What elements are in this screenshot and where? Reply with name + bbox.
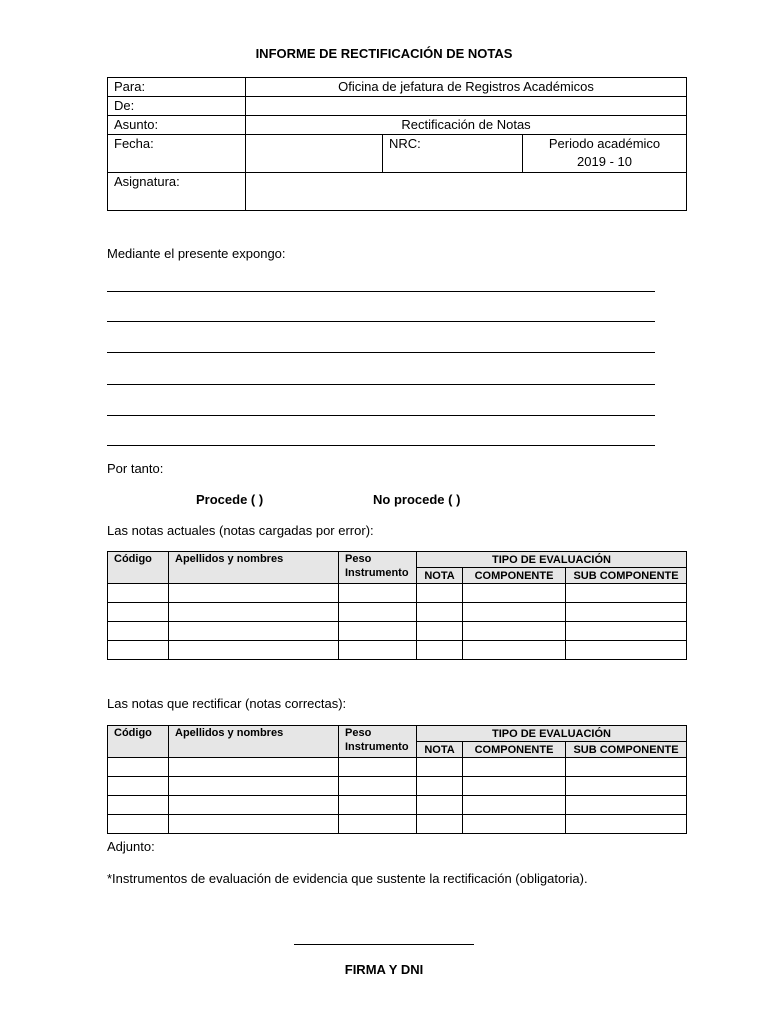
table-cell[interactable] <box>566 622 687 641</box>
asignatura-label: Asignatura: <box>108 173 246 211</box>
por-tanto-text: Por tanto: <box>107 461 164 476</box>
table-cell[interactable] <box>339 603 417 622</box>
periodo-cell <box>523 135 687 173</box>
table-cell[interactable] <box>463 758 566 777</box>
instrumentos-note: *Instrumentos de evaluación de evidencia que sustente la rectificación (obligatoria). <box>107 871 588 886</box>
table-cell[interactable] <box>169 641 339 660</box>
nota-header: NOTA <box>417 568 463 584</box>
notas-actuales-text: Las notas actuales (notas cargadas por error): <box>107 523 374 538</box>
writing-line[interactable] <box>107 352 655 353</box>
peso-label: Peso <box>345 727 372 739</box>
table-header-row <box>108 726 687 742</box>
table-row <box>108 622 687 641</box>
table-cell[interactable] <box>463 641 566 660</box>
table-cell[interactable] <box>566 815 687 834</box>
table-cell[interactable] <box>566 641 687 660</box>
table-cell[interactable] <box>169 796 339 815</box>
table-cell[interactable] <box>417 603 463 622</box>
componente-header: COMPONENTE <box>463 568 566 584</box>
table-cell[interactable] <box>108 603 169 622</box>
table-cell[interactable] <box>417 622 463 641</box>
table-cell[interactable] <box>566 584 687 603</box>
de-label: De: <box>108 97 246 116</box>
table-cell[interactable] <box>417 641 463 660</box>
periodo-value: 2019 - 10 <box>577 154 632 169</box>
writing-line[interactable] <box>107 415 655 416</box>
grades-table-rectificar <box>107 725 687 834</box>
writing-line[interactable] <box>107 384 655 385</box>
para-label: Para: <box>108 78 246 97</box>
apellidos-header: Apellidos y nombres <box>169 552 339 584</box>
form-row-para <box>108 78 687 97</box>
peso-header <box>339 726 417 758</box>
page-title: INFORME DE RECTIFICACIÓN DE NOTAS <box>255 46 513 61</box>
table-cell[interactable] <box>463 796 566 815</box>
writing-line[interactable] <box>107 321 655 322</box>
table-cell[interactable] <box>566 777 687 796</box>
table-cell[interactable] <box>169 815 339 834</box>
para-value: Oficina de jefatura de Registros Académicos <box>246 78 687 97</box>
table-cell[interactable] <box>417 758 463 777</box>
table-row <box>108 641 687 660</box>
nota-header: NOTA <box>417 742 463 758</box>
signature-label: FIRMA Y DNI <box>344 962 424 977</box>
tipo-evaluacion-header: TIPO DE EVALUACIÓN <box>417 726 687 742</box>
table-cell[interactable] <box>417 584 463 603</box>
header-form <box>107 77 687 211</box>
expongo-text: Mediante el presente expongo: <box>107 246 286 261</box>
table-cell[interactable] <box>169 584 339 603</box>
table-cell[interactable] <box>463 815 566 834</box>
peso-header <box>339 552 417 584</box>
fecha-label: Fecha: <box>108 135 246 173</box>
table-row <box>108 584 687 603</box>
table-row <box>108 777 687 796</box>
asunto-label: Asunto: <box>108 116 246 135</box>
table-row <box>108 796 687 815</box>
table-cell[interactable] <box>169 622 339 641</box>
instrumento-label: Instrumento <box>345 567 409 579</box>
tipo-evaluacion-header: TIPO DE EVALUACIÓN <box>417 552 687 568</box>
table-cell[interactable] <box>417 796 463 815</box>
nrc-label: NRC: <box>383 135 523 173</box>
table-cell[interactable] <box>463 584 566 603</box>
no-procede-option[interactable]: No procede ( ) <box>373 492 461 507</box>
writing-line[interactable] <box>107 445 655 446</box>
asunto-value: Rectificación de Notas <box>246 116 687 135</box>
codigo-header: Código <box>108 552 169 584</box>
table-cell[interactable] <box>169 603 339 622</box>
table-cell[interactable] <box>566 603 687 622</box>
form-row-asignatura <box>108 173 687 211</box>
peso-label: Peso <box>345 553 372 565</box>
table-cell[interactable] <box>108 584 169 603</box>
table-cell[interactable] <box>108 796 169 815</box>
form-row-de <box>108 97 687 116</box>
table-cell[interactable] <box>169 777 339 796</box>
apellidos-header: Apellidos y nombres <box>169 726 339 758</box>
table-cell[interactable] <box>339 758 417 777</box>
table-cell[interactable] <box>463 603 566 622</box>
table-header-row <box>108 552 687 568</box>
table-cell[interactable] <box>463 777 566 796</box>
table-cell[interactable] <box>566 796 687 815</box>
grades-table-actuales <box>107 551 687 660</box>
table-cell[interactable] <box>339 815 417 834</box>
adjunto-text: Adjunto: <box>107 839 155 854</box>
table-cell[interactable] <box>417 815 463 834</box>
table-cell[interactable] <box>339 584 417 603</box>
componente-header: COMPONENTE <box>463 742 566 758</box>
table-cell[interactable] <box>108 758 169 777</box>
instrumento-label: Instrumento <box>345 741 409 753</box>
sub-componente-header: SUB COMPONENTE <box>566 568 687 584</box>
notas-rectificar-text: Las notas que rectificar (notas correctas): <box>107 696 347 711</box>
table-cell[interactable] <box>417 777 463 796</box>
table-cell[interactable] <box>108 641 169 660</box>
de-field[interactable] <box>246 97 687 116</box>
table-cell[interactable] <box>339 796 417 815</box>
procede-option[interactable]: Procede ( ) <box>196 492 264 507</box>
sub-componente-header: SUB COMPONENTE <box>566 742 687 758</box>
table-cell[interactable] <box>169 758 339 777</box>
signature-line[interactable] <box>294 944 474 945</box>
table-row <box>108 603 687 622</box>
codigo-header: Código <box>108 726 169 758</box>
table-cell[interactable] <box>463 622 566 641</box>
table-cell[interactable] <box>566 758 687 777</box>
table-cell[interactable] <box>108 622 169 641</box>
table-cell[interactable] <box>339 622 417 641</box>
table-row <box>108 815 687 834</box>
table-cell[interactable] <box>339 777 417 796</box>
table-row <box>108 758 687 777</box>
periodo-label: Periodo académico <box>548 136 661 151</box>
fecha-field[interactable] <box>246 135 383 173</box>
table-cell[interactable] <box>108 815 169 834</box>
table-cell[interactable] <box>339 641 417 660</box>
asignatura-field[interactable] <box>246 173 687 211</box>
form-row-asunto <box>108 116 687 135</box>
table-cell[interactable] <box>108 777 169 796</box>
writing-line[interactable] <box>107 291 655 292</box>
form-row-fecha <box>108 135 687 173</box>
